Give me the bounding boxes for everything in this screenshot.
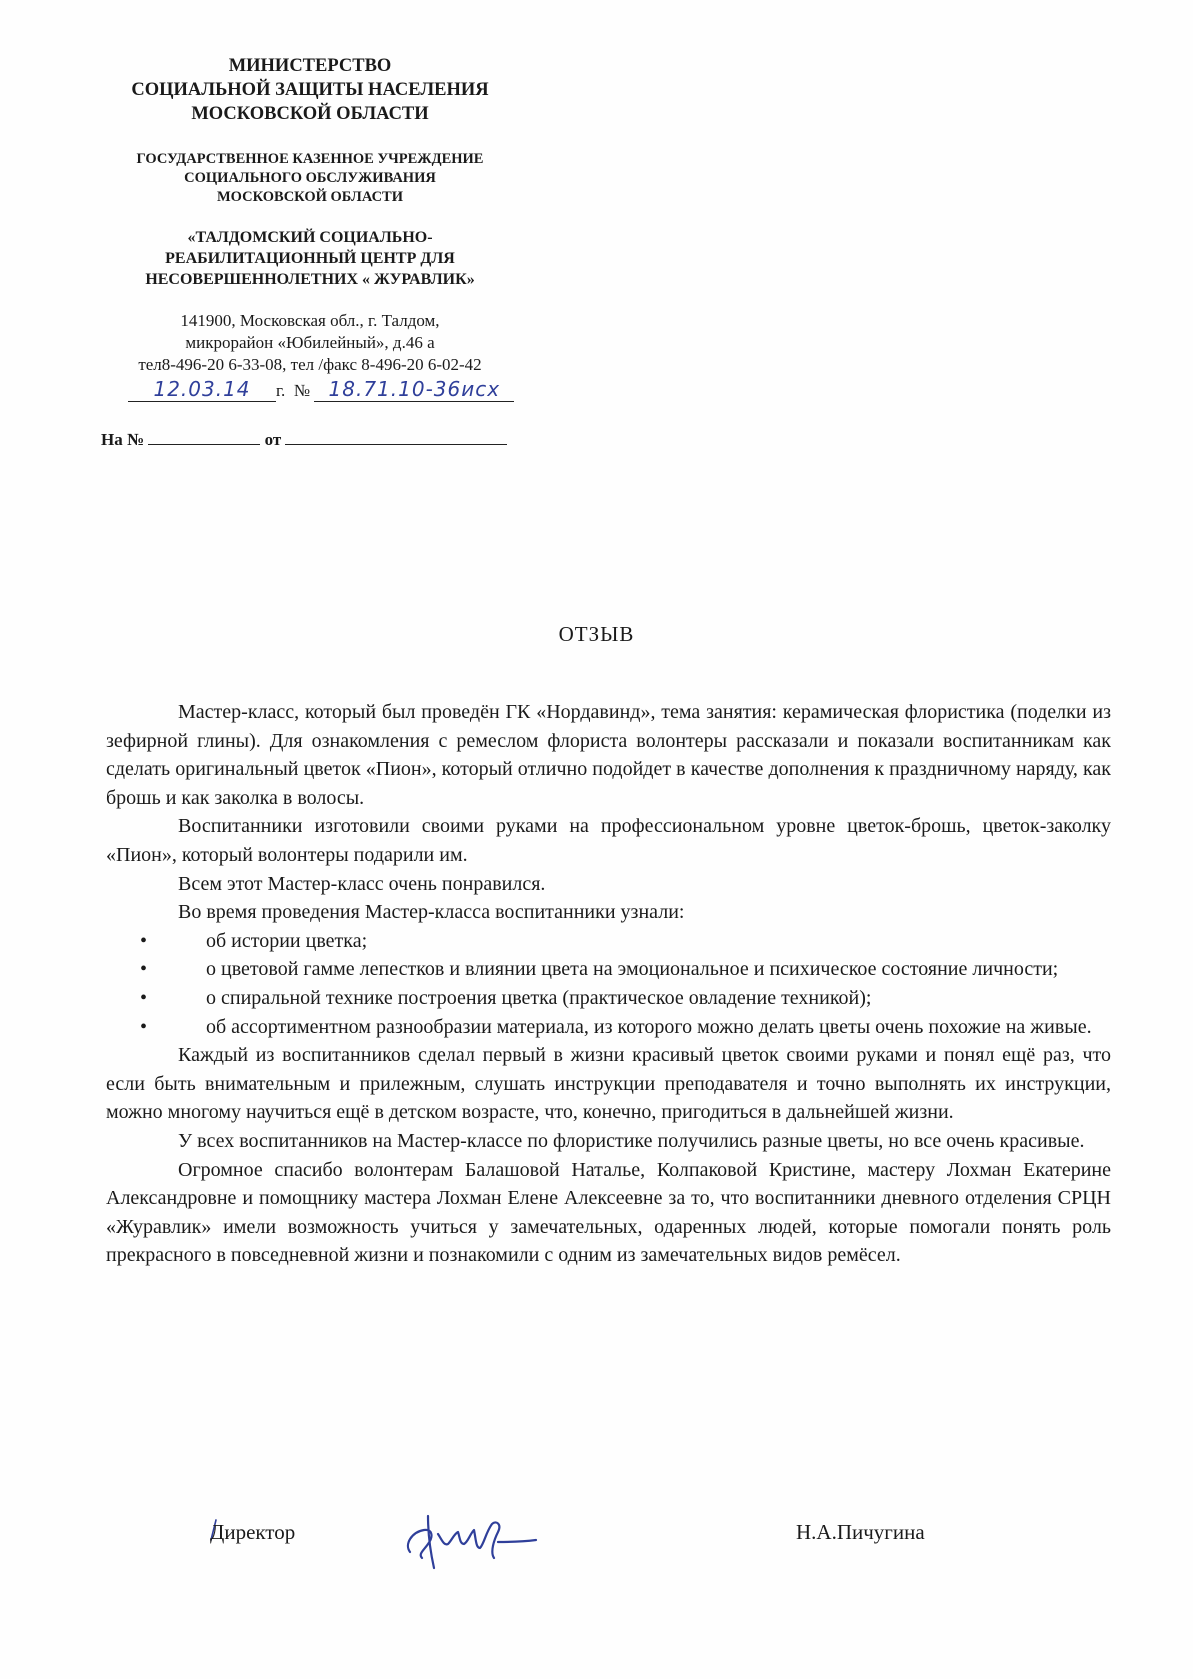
list-item-text: об ассортиментном разнообразии материала, из которого можно делать цветы очень похожие на живые. (206, 1015, 1092, 1038)
ministry-line: МОСКОВСКОЙ ОБЛАСТИ (191, 104, 429, 124)
list-item (140, 927, 1111, 956)
paragraph: Воспитанники изготовили своими руками на профессиональном уровне цветок-брошь, цветок-заколку «Пион», который волонтеры подарили им. (106, 815, 1111, 866)
address-line: тел8-496-20 6-33-08, тел /факс 8-496-20 6-02-42 (138, 355, 482, 374)
reference-number-blank (148, 428, 260, 445)
number-label: № (293, 381, 311, 400)
list-item-text: о цветовой гамме лепестков и влиянии цвета на эмоциональное и психическое состояние личности; (206, 958, 1059, 981)
list-item-text: о спиральной технике построения цветка (практическое овладение техникой); (206, 986, 872, 1009)
handwritten-signature (398, 1494, 558, 1574)
institution-line: МОСКОВСКОЙ ОБЛАСТИ (216, 189, 403, 205)
center-name (90, 227, 530, 290)
center-line: РЕАБИЛИТАЦИОННЫЙ ЦЕНТР ДЛЯ (165, 250, 455, 267)
center-line: «ТАЛДОМСКИЙ СОЦИАЛЬНО- (187, 229, 433, 246)
paragraph: Каждый из воспитанников сделал первый в жизни красивый цветок своими руками и понял ещё раз, что если быть внимательным и прилежным, слушать инструкции преподавателя и точно выполнять их инструкции, можно многому научиться ещё в детском возрасте, что, конечно, пригодиться в дальнейшей жизни. (106, 1044, 1111, 1124)
paragraph: Всем этот Мастер-класс очень понравился. (178, 872, 546, 895)
signatory-name: Н.А.Пичугина (796, 1520, 925, 1544)
registration-number: 18.71.10-36исх (314, 377, 514, 402)
year-suffix: г. (276, 381, 286, 400)
topics-list (106, 927, 1111, 1041)
institution-line: СОЦИАЛЬНОГО ОБСЛУЖИВАНИЯ (184, 170, 436, 186)
bullet-icon: • (140, 929, 148, 952)
institution-name (90, 150, 530, 207)
ministry-line: СОЦИАЛЬНОЙ ЗАЩИТЫ НАСЕЛЕНИЯ (131, 80, 489, 100)
registration-line (128, 377, 514, 402)
list-item (140, 1013, 1111, 1042)
address-block (90, 310, 530, 376)
reference-date-blank (285, 428, 507, 445)
paragraph: Во время проведения Мастер-класса воспитанники узнали: (178, 901, 685, 924)
ministry-line: МИНИСТЕРСТВО (228, 56, 392, 76)
signatory-title: Директор (210, 1520, 296, 1544)
center-line: НЕСОВЕРШЕННОЛЕТНИХ « ЖУРАВЛИК» (145, 271, 475, 288)
list-item (140, 984, 1111, 1013)
bullet-icon: • (140, 986, 148, 1009)
address-line: микрорайон «Юбилейный», д.46 а (185, 333, 435, 352)
list-item-text: об истории цветка; (206, 929, 368, 952)
bullet-icon: • (140, 958, 148, 981)
address-line: 141900, Московская обл., г. Талдом, (180, 311, 440, 330)
reference-label: На № (101, 430, 145, 449)
paragraph: Огромное спасибо волонтерам Балашовой Наталье, Колпаковой Кристине, мастеру Лохман Екатерине Александровне и помощнику мастера Лохман Елене Алексеевне за то, что воспитанники дневного отделения СРЦН «Журавлик» имели возможность учиться у замечательных, одаренных людей, которые помогали понять роль прекрасного в повседневной жизни и познакомили с одним из замечательных видов ремёсел. (106, 1158, 1111, 1267)
reference-from-label: от (264, 430, 282, 449)
reference-line (101, 428, 507, 450)
registration-date: 12.03.14 (128, 377, 276, 402)
institution-line: ГОСУДАРСТВЕННОЕ КАЗЕННОЕ УЧРЕЖДЕНИЕ (136, 151, 484, 167)
document-body (106, 698, 1111, 1270)
paragraph: Мастер-класс, который был проведён ГК «Нордавинд», тема занятия: керамическая флористика (поделки из зефирной глины). Для ознакомления с ремеслом флориста волонтеры рассказали и показали воспитанникам как сделать оригинальный цветок «Пион», который отлично подойдет в качестве дополнения к праздничному наряду, как брошь и как заколка в волосы. (106, 701, 1111, 809)
ministry-name (90, 54, 530, 126)
letterhead (90, 54, 530, 376)
paragraph: У всех воспитанников на Мастер-классе по флористике получились разные цветы, но все очень красивые. (178, 1129, 1085, 1152)
list-item (140, 955, 1111, 984)
bullet-icon: • (140, 1015, 148, 1038)
document-title: ОТЗЫВ (558, 622, 635, 646)
